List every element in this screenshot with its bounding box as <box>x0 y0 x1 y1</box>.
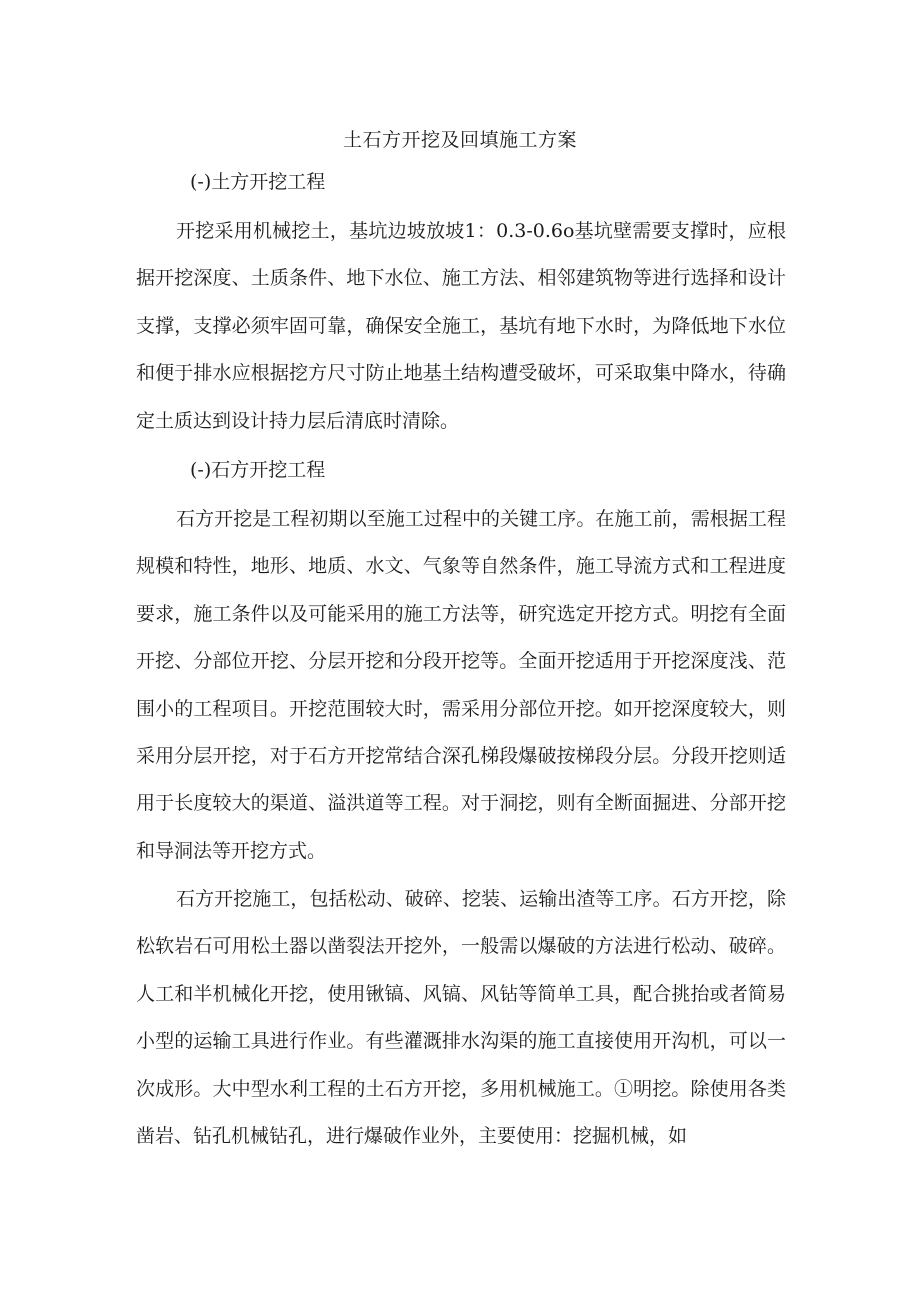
paragraph-rockwork-process: 石方开挖施工，包括松动、破碎、挖装、运输出渣等工序。石方开挖，除松软岩石可用松土器以凿裂法开挖外，一般需以爆破的方法进行松动、破碎。人工和半机械化开挖，使用锹镐、风镐、风钻等简单工具，配合挑抬或者简易小型的运输工具进行作业。有些灌溉排水沟渠的施工直接使用开沟机，可以一次成形。大中型水利工程的土石方开挖，多用机械施工。①明挖。除使用各类凿岩、钻孔机械钻孔，进行爆破作业外，主要使用：挖掘机械，如 <box>136 888 786 1148</box>
paragraph-rockwork-intro: 石方开挖是工程初期以至施工过程中的关键工序。在施工前，需根据工程规模和特性，地形、地质、水文、气象等自然条件，施工导流方式和工程进度要求，施工条件以及可能采用的施工方法等，研究选定开挖方式。明挖有全面开挖、分部位开挖、分层开挖和分段开挖等。全面开挖适用于开挖深度浅、范围小的工程项目。开挖范围较大时，需采用分部位开挖。如开挖深度较大，则采用分层开挖，对于石方开挖常结合深孔梯段爆破按梯段分层。分段开挖则适用于长度较大的渠道、溢洪道等工程。对于洞挖，则有全断面掘进、分部开挖和导洞法等开挖方式。 <box>136 508 786 862</box>
section-heading-rockwork: (-)石方开挖工程 <box>190 459 326 481</box>
paragraph-earthwork: 开挖采用机械挖土，基坑边坡放坡1：0.3-0.6o基坑壁需要支撑时，应根据开挖深度、土质条件、地下水位、施工方法、相邻建筑物等进行选择和设计支撑，支撑必须牢固可靠，确保安全施工，基坑有地下水时，为降低地下水位和便于排水应根据挖方尺寸防止地基土结构遭受破坏，可采取集中降水，待确定土质达到设计持力层后清底时清除。 <box>136 220 786 432</box>
document-title: 土石方开挖及回填施工方案 <box>342 129 577 151</box>
section-heading-earthwork: (-)土方开挖工程 <box>190 171 326 193</box>
